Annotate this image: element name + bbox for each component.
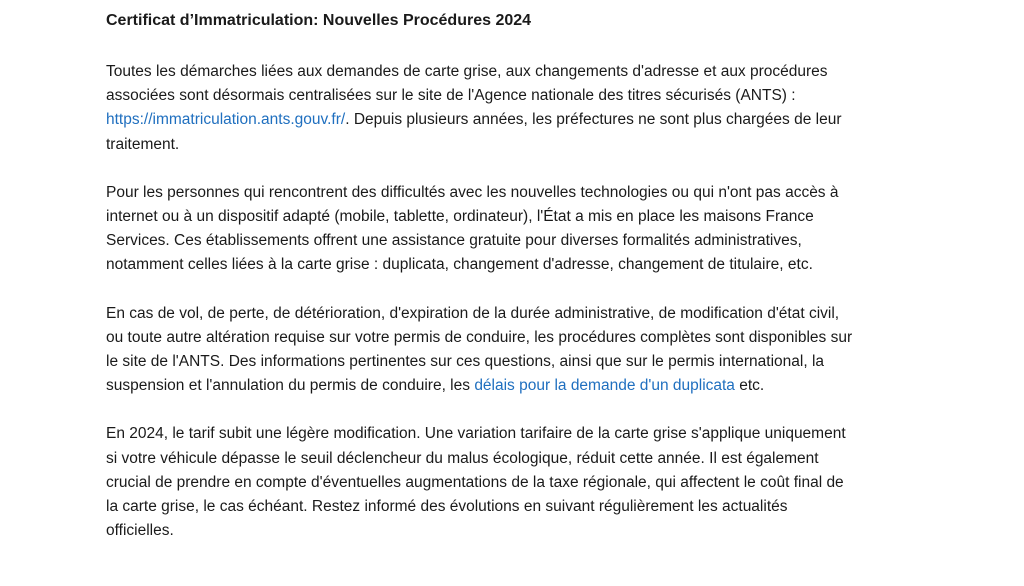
ants-url-link[interactable]: https://immatriculation.ants.gouv.fr/ bbox=[106, 111, 346, 129]
paragraph-line: En 2024, le tarif subit une légère modification. Une variation tarifaire de la carte grise s'applique uniquement bbox=[106, 425, 846, 443]
paragraph-line: internet ou à un dispositif adapté (mobile, tablette, ordinateur), l'État a mis en place les maisons France bbox=[106, 208, 814, 226]
paragraph-ants bbox=[106, 60, 946, 157]
article-title: Certificat d’Immatriculation: Nouvelles Procédures 2024 bbox=[106, 12, 532, 29]
paragraph-line bbox=[106, 374, 946, 398]
article bbox=[106, 10, 946, 543]
paragraph-text: suspension et l'annulation du permis de conduire, les bbox=[106, 377, 475, 395]
paragraph-line: traitement. bbox=[106, 135, 180, 153]
paragraph-text: . Depuis plusieurs années, les préfectures ne sont plus chargées de leur bbox=[345, 111, 842, 129]
paragraph-line: le site de l'ANTS. Des informations pertinentes sur ces questions, ainsi que sur le permis international, la bbox=[106, 353, 825, 371]
paragraph-line: si votre véhicule dépasse le seuil déclencheur du malus écologique, réduit cette année. Il est également bbox=[106, 449, 819, 467]
paragraph-line: crucial de prendre en compte d'éventuelles augmentations de la taxe régionale, qui affectent le coût final de bbox=[106, 473, 844, 491]
paragraph-permis bbox=[106, 302, 946, 399]
paragraph-line: ou toute autre altération requise sur votre permis de conduire, les procédures complètes sont disponibles sur bbox=[106, 328, 853, 346]
paragraph-line: Toutes les démarches liées aux demandes de carte grise, aux changements d'adresse et aux procédures bbox=[106, 63, 828, 80]
paragraph-line: Services. Ces établissements offrent une assistance gratuite pour diverses formalités administratives, bbox=[106, 232, 802, 250]
paragraph-line: officielles. bbox=[106, 522, 174, 540]
paragraph-line: En cas de vol, de perte, de détérioration, d'expiration de la durée administrative, de modification d'état civil, bbox=[106, 304, 840, 322]
paragraph-line bbox=[106, 108, 946, 132]
duplicata-delay-link[interactable]: délais pour la demande d'un duplicata bbox=[474, 377, 735, 395]
paragraph-tarif-2024 bbox=[106, 422, 946, 543]
paragraph-line: associées sont désormais centralisées sur le site de l'Agence nationale des titres sécurisés (ANTS) : bbox=[106, 87, 796, 105]
paragraph-line: la carte grise, le cas échéant. Restez informé des évolutions en suivant régulièrement les actualités bbox=[106, 498, 788, 516]
paragraph-text: etc. bbox=[734, 377, 765, 395]
paragraph-line: Pour les personnes qui rencontrent des difficultés avec les nouvelles technologies ou qui n'ont pas accès à bbox=[106, 183, 839, 201]
paragraph-line: notamment celles liées à la carte grise : duplicata, changement d'adresse, changement de titulaire, etc. bbox=[106, 256, 813, 274]
paragraph-france-services bbox=[106, 181, 946, 278]
